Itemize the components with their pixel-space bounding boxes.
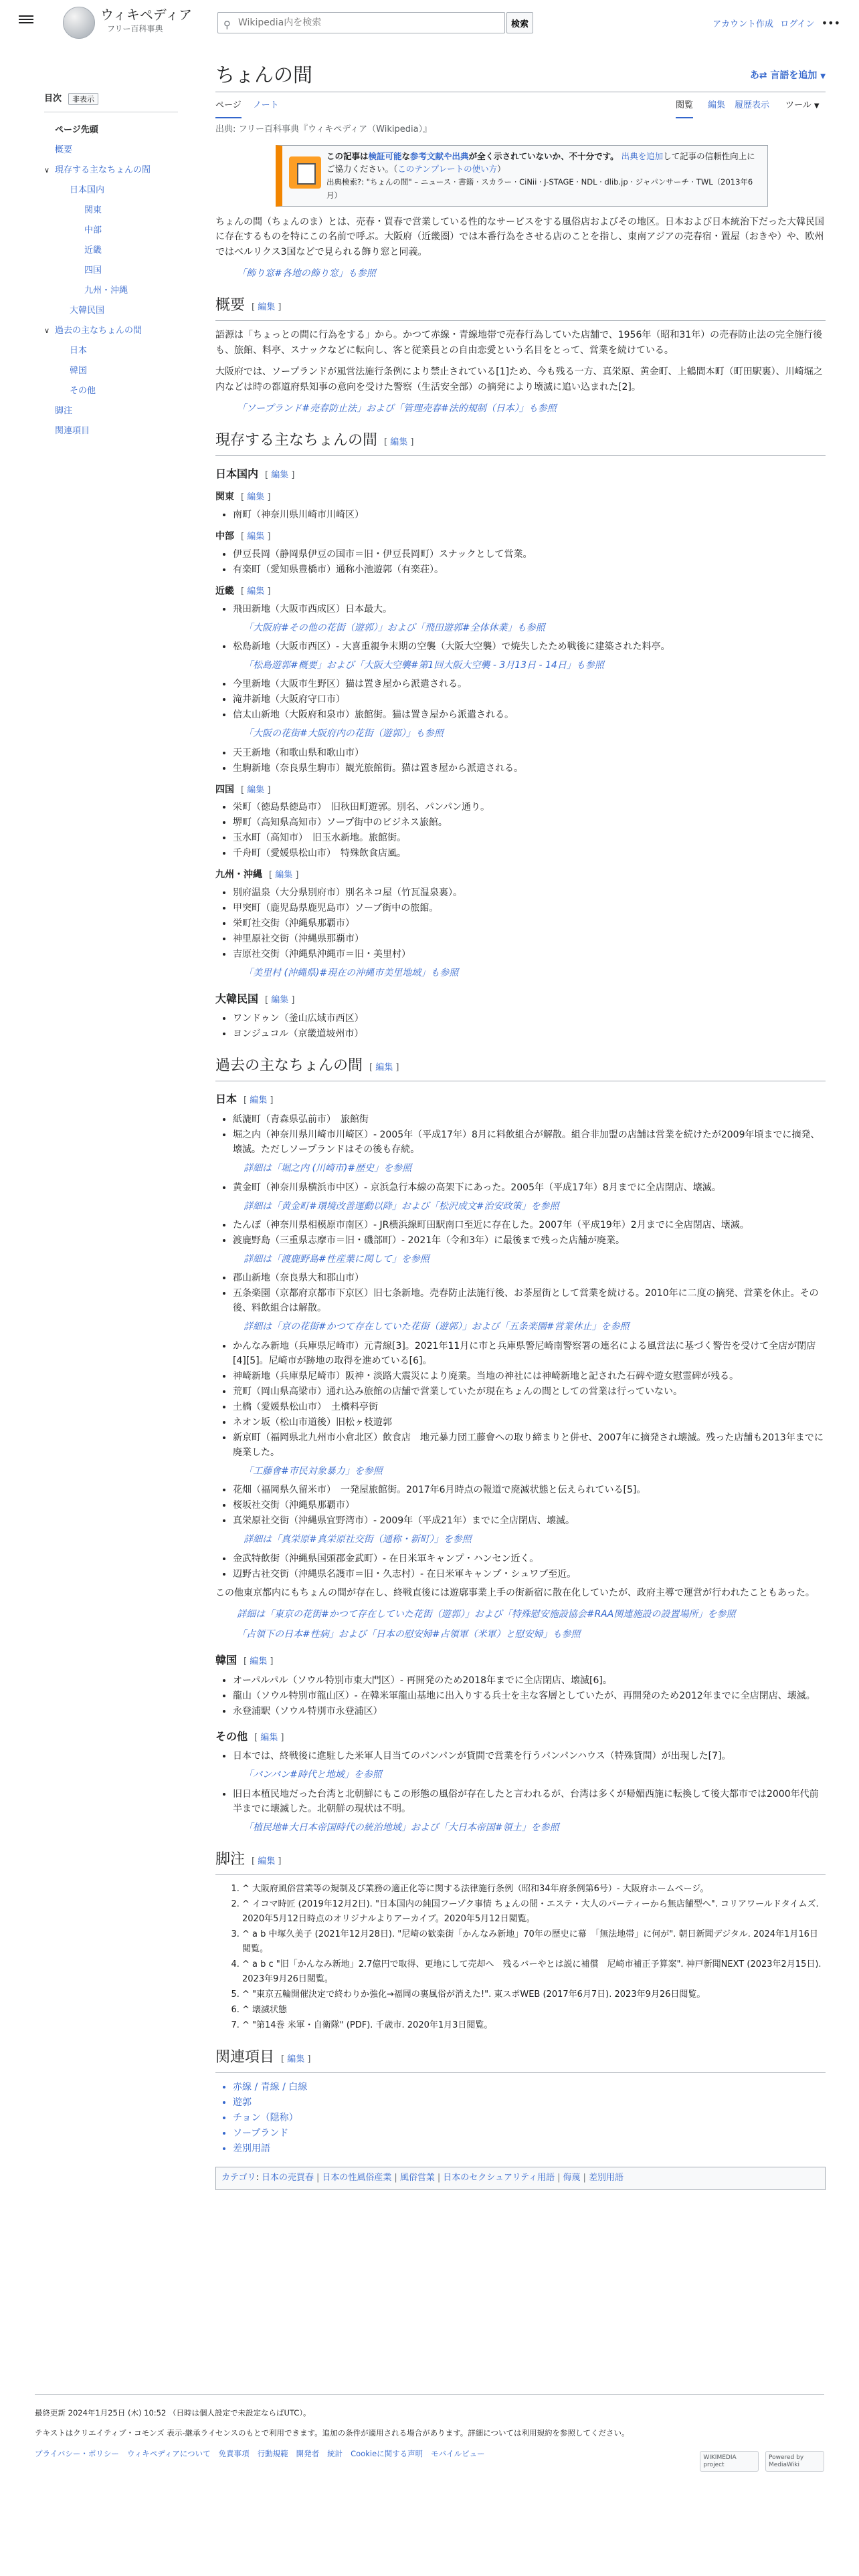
subsection-shikoku: 四国 [ 編集 ] bbox=[215, 784, 271, 795]
kanto-list bbox=[215, 508, 826, 522]
list-item: • 神崎新地（兵庫県尼崎市）阪神・淡路大震災により廃業。当地の神社には神崎新地と記された石碑や遊女慰霊碑が残る。 bbox=[233, 1369, 826, 1384]
footer-link[interactable]: ウィキペディアについて bbox=[126, 2448, 211, 2458]
list-item[interactable]: • ソープランド bbox=[233, 2126, 826, 2141]
chevron-down-icon: ▼ bbox=[820, 73, 826, 80]
intro-paragraph: ちょんの間（ちょんのま）とは、売春・買春で営業している性的なサービスをする風俗店およびその地区。日本および日本統治下だった大韓民国に存在するものを特にこの名前で呼ぶ。大阪府（近畿圏）では本番行為をさせる店のことを指し、東南アジアの売春宿・置屋（おきや）や、欧州ではベルリクス3国などで見られる飾り窓と同義。 bbox=[215, 216, 824, 257]
list-item: • ヨンジュコル（京畿道坡州市） bbox=[233, 1027, 826, 1041]
footnote-7: 7. ^ "第14巻 米軍・自衛隊" (PDF). 千歳市. 2020年1月3日閲覧。 bbox=[242, 2018, 826, 2033]
toc-item-4[interactable] bbox=[44, 201, 178, 221]
list-item: • 郡山新地（奈良県大和郡山市） bbox=[233, 1271, 826, 1285]
see-also-note[interactable]: 「大阪の花街#大阪府内の花街（遊郭）」も参照 bbox=[244, 728, 444, 740]
edit-other-link[interactable]: 編集 bbox=[260, 1732, 278, 1743]
kyushu-list bbox=[215, 885, 826, 980]
footer-link[interactable]: モバイルビュー bbox=[431, 2448, 485, 2458]
list-item: • 辺野古社交街（沖縄県名護市＝旧・久志村）- 在日米軍キャンプ・シュワブ至近。 bbox=[233, 1567, 826, 1582]
search-button[interactable]: 検索 bbox=[506, 12, 533, 33]
main-content bbox=[215, 60, 826, 2190]
toc-header bbox=[44, 92, 178, 112]
toc-item-2[interactable] bbox=[44, 160, 178, 181]
wikipedia-globe-icon[interactable] bbox=[63, 7, 95, 39]
toc-item-10[interactable] bbox=[44, 321, 178, 341]
list-item: • 滝井新地（大阪府守口市） bbox=[233, 692, 826, 707]
footer-link[interactable]: 行動規範 bbox=[257, 2448, 288, 2458]
toc-item-label: 関東 bbox=[84, 205, 102, 215]
section-overview: 概要 [ 編集 ] bbox=[215, 294, 826, 321]
list-item: • かんなみ新地（兵庫県尼崎市）元青線[3]。2021年11月に市と兵庫県警尼崎南警察署の連名による風営法に基づく警告を受けて全店が閉店[4][5]。尼崎市が跡地の取得を進めている[6]。 bbox=[233, 1339, 826, 1368]
list-item: • 桜坂社交街（沖縄県那覇市） bbox=[233, 1498, 826, 1513]
tab-page[interactable]: ページ bbox=[215, 99, 242, 118]
toc-item-15[interactable] bbox=[44, 421, 178, 441]
list-item: • たんぽ（神奈川県相模原市南区）- JR横浜線町田駅南口至近に存在した。2007年（平成19年）2月までに全店閉店、壊滅。 bbox=[233, 1218, 826, 1232]
user-links bbox=[708, 15, 840, 32]
toc-item-13[interactable] bbox=[44, 381, 178, 401]
category-link[interactable]: 差別用語 bbox=[588, 2173, 624, 2183]
toc-toggle-icon[interactable]: ∨ bbox=[44, 326, 50, 335]
subsection-japan: 日本 [ 編集 ] bbox=[215, 1093, 274, 1106]
toc-toggle-icon[interactable]: ∨ bbox=[44, 165, 50, 175]
edit-related-link[interactable]: 編集 bbox=[287, 2054, 305, 2065]
page-title: ちょんの間 bbox=[215, 64, 313, 86]
footnote-3: 3. ^ a b 中塚久美子 (2021年12月28日). "尼崎の歓楽街「かんなみ新地」70年の歴史に幕 「無法地帯」に何が". 朝日新聞デジタル. 2024年1月16日閲覧。 bbox=[242, 1927, 826, 1957]
title-row bbox=[215, 60, 826, 92]
toc-item-8[interactable] bbox=[44, 281, 178, 301]
mediawiki-badge[interactable]: Powered by MediaWiki bbox=[765, 2451, 824, 2472]
footer-badges bbox=[696, 2451, 824, 2472]
list-item: • 紙漉町（青森県弘前市） 旅館街 bbox=[233, 1112, 826, 1127]
edit-korea-current-link[interactable]: 編集 bbox=[271, 994, 289, 1005]
edit-kyushu-link[interactable]: 編集 bbox=[275, 870, 293, 881]
see-also-note[interactable]: 詳細は「真栄原#真栄原社交街（通称・新町）」を参照 bbox=[244, 1534, 472, 1545]
footnote-6: 6. ^ 壊滅状態 bbox=[242, 2003, 826, 2018]
list-item: • 日本では、終戦後に進駐した米軍人目当てのパンパンが貸間で営業を行うパンパンハウス（特殊貸間）が出現した[7]。 bbox=[233, 1749, 826, 1763]
category-items: 日本の売買春 | 日本の性風俗産業 | 風俗営業 | 日本のセクシュアリティ用語 | 侮蔑 | 差別用語 bbox=[262, 2173, 624, 2183]
toc-item-label: ページ先頭 bbox=[55, 124, 98, 135]
notice-box bbox=[276, 145, 768, 207]
toc-item-label: 過去の主なちょんの間 bbox=[55, 325, 142, 336]
category-link[interactable]: 風俗営業 bbox=[399, 2173, 435, 2183]
notes-list bbox=[242, 1882, 826, 2033]
subsection-chubu: 中部 [ 編集 ] bbox=[215, 530, 271, 542]
logo-subtitle: フリー百科事典 bbox=[107, 24, 163, 33]
chubu-list bbox=[215, 547, 826, 577]
add-languages-label: 言語を追加 bbox=[770, 70, 818, 81]
page-tabs bbox=[215, 92, 826, 119]
see-also-note[interactable]: 「松島遊郭#概要」および「大阪大空襲#第1回大阪大空襲 - 3月13日 - 14日」も参照 bbox=[244, 659, 604, 671]
korea-current-list bbox=[215, 1011, 826, 1041]
related-list bbox=[215, 2080, 826, 2156]
category-link[interactable]: 日本の売買春 bbox=[262, 2173, 314, 2183]
toc-item-label: 近畿 bbox=[84, 245, 102, 255]
subsection-korea-current: 大韓民国 [ 編集 ] bbox=[215, 992, 295, 1005]
list-item: • 土橋（愛媛県松山市） 土橋料亭街 bbox=[233, 1400, 826, 1414]
past-japan-paragraph: この他東京都内にもちょんの間が存在し、終戦直後には遊廓事業上手の街新宿に散在化していたが、政府主導で運営が行われたこともあった。 bbox=[215, 1587, 815, 1598]
edit-kinki-link[interactable]: 編集 bbox=[247, 586, 265, 597]
toc-item-label: 脚注 bbox=[55, 405, 73, 416]
list-item: • 生駒新地（奈良県生駒市）観光旅館街。猫は置き屋から派遣される。 bbox=[233, 761, 826, 776]
toc-title: 目次 bbox=[44, 94, 62, 104]
section-notes: 脚注 [ 編集 ] bbox=[215, 1848, 826, 1875]
see-also-note[interactable]: 詳細は「渡鹿野島#性産業に関して」を参照 bbox=[244, 1254, 430, 1265]
toc-item-label: 四国 bbox=[84, 265, 102, 276]
list-item: • 甲突町（鹿児島県鹿児島市）ソープ街中の旅館。 bbox=[233, 901, 826, 916]
list-item: • 堺町（高知県高知市）ソープ街中のビジネス旅館。 bbox=[233, 815, 826, 830]
tab-history[interactable]: 履歴表示 bbox=[735, 100, 770, 110]
add-languages-button[interactable] bbox=[750, 68, 826, 83]
list-item: • 今里新地（大阪市生野区）猫は置き屋から派遣される。 bbox=[233, 677, 826, 691]
list-item: • 金武特飲街（沖縄県国頭郡金武町）- 在日米軍キャンプ・ハンセン近く。 bbox=[233, 1551, 826, 1566]
toc-item-label: 日本国内 bbox=[70, 185, 105, 195]
footnote-5: 5. ^ "東京五輪開催決定で終わりか強化→福岡の裏風俗が消えた!". 東スポWEB (2017年6月7日). 2023年9月26日閲覧。 bbox=[242, 1988, 826, 2002]
footnote-2: 2. ^ イコマ時匠 (2019年12月2日). "日本国内の純国フーゾク事情 ちょんの間・エステ・大人のパーティーから無店舗型へ". コリアワールドタイムズ. 2020年5月12日時点のオリジナルよりアーカイブ。2020年5月12日閲覧。 bbox=[242, 1897, 826, 1927]
see-also-note[interactable]: 「工藤會#市民対象暴力」を参照 bbox=[244, 1465, 383, 1477]
overview-paragraph-1: 語源は「ちょっとの間に行為をする」から。かつて赤線・青線地帯で売春行為していた店舗で、1956年（昭和31年）の売春防止法の完全施行後も、旅館、料亭、スナックなどに転向し、客と従業員との自由恋愛という名目をとって、営業を続けている。 bbox=[215, 330, 823, 356]
toc-item-label: 九州・沖縄 bbox=[84, 285, 128, 296]
categories-label[interactable]: カテゴリ bbox=[221, 2173, 256, 2183]
toc-item-label: 日本 bbox=[70, 345, 88, 356]
wikimedia-badge[interactable]: WIKIMEDIA project bbox=[700, 2451, 759, 2472]
see-also-note[interactable]: 詳細は「黄金町#環境改善運動以降」および「松沢成文#治安政策」を参照 bbox=[244, 1200, 559, 1212]
create-account-link[interactable]: アカウント作成 bbox=[712, 19, 774, 29]
list-item: • 玉水町（高知市） 旧玉水新地。旅館街。 bbox=[233, 831, 826, 845]
footer-link[interactable]: プライバシー・ポリシー bbox=[35, 2448, 119, 2458]
list-item: • 黄金町（神奈川県横浜市中区）- 京浜急行本線の高架下にあった。2005年（平成17年）8月までに全店閉店、壊滅。 bbox=[233, 1180, 826, 1195]
edit-japan-domestic-link[interactable]: 編集 bbox=[271, 470, 289, 481]
site-header bbox=[0, 0, 859, 44]
toc-item-label: 韓国 bbox=[70, 365, 88, 376]
list-item: • 龍山（ソウル特別市龍山区）- 在韓米軍龍山基地に出入りする兵士を主な客層としていたが、再開発のため2012年までに全店閉店、壊滅。 bbox=[233, 1689, 826, 1703]
edit-chubu-link[interactable]: 編集 bbox=[247, 531, 265, 542]
tab-tools[interactable] bbox=[785, 99, 820, 117]
footer-link[interactable]: Cookieに関する声明 bbox=[351, 2448, 423, 2458]
table-of-contents bbox=[44, 92, 178, 441]
list-item[interactable]: • 遊郭 bbox=[233, 2095, 826, 2110]
section-past: 過去の主なちょんの間 [ 編集 ] bbox=[215, 1055, 826, 1081]
category-link[interactable]: 侮蔑 bbox=[563, 2173, 581, 2183]
toc-item-label: 現存する主なちょんの間 bbox=[55, 165, 151, 175]
tab-read[interactable]: 閲覧 bbox=[676, 99, 693, 118]
footnote-4: 4. ^ a b c "旧「かんなみ新地」2.7億円で取得、更地にして売却へ 残るバーやとは説に補償 尼崎市補正予算案". 神戸新聞NEXT (2023年2月15日). 2023年9月26日閲覧。 bbox=[242, 1957, 826, 1987]
other-list bbox=[215, 1749, 826, 1835]
subsection-korea: 韓国 [ 編集 ] bbox=[215, 1653, 274, 1667]
past-japan-see-1[interactable]: 詳細は「東京の花街#かつて存在していた花街（遊郭）」および「特殊慰安施設協会#RAA関連施設の設置場所」を参照 bbox=[237, 1608, 736, 1620]
toc-item-label: 中部 bbox=[84, 225, 102, 235]
notice-date: （2013年6月） bbox=[326, 177, 753, 200]
subsection-kyushu: 九州・沖縄 [ 編集 ] bbox=[215, 869, 299, 881]
toc-item-14[interactable] bbox=[44, 401, 178, 421]
edit-past-link[interactable]: 編集 bbox=[375, 1063, 393, 1073]
toc-item-9[interactable] bbox=[44, 301, 178, 321]
past-japan-list bbox=[215, 1112, 826, 1581]
footnote-1: 1. ^ 大阪府風俗営業等の規制及び業務の適正化等に関する法律施行条例（昭和34年府条例第6号）- 大阪府ホームページ。 bbox=[242, 1882, 826, 1897]
footer-link[interactable]: 統計 bbox=[327, 2448, 343, 2458]
footer-link[interactable]: 免責事項 bbox=[218, 2448, 250, 2458]
section-related: 関連項目 [ 編集 ] bbox=[215, 2046, 826, 2073]
more-menu-icon[interactable]: ••• bbox=[821, 17, 840, 29]
subsection-kinki: 近畿 [ 編集 ] bbox=[215, 585, 271, 597]
notice-bold: この記事は検証可能な参考文献や出典が全く示されていないか、不十分です。 bbox=[326, 150, 619, 161]
category-link[interactable]: 日本のセクシュアリティ用語 bbox=[443, 2173, 555, 2183]
shikoku-list bbox=[215, 800, 826, 861]
list-item: • 南町（神奈川県川崎市川崎区） bbox=[233, 508, 826, 522]
toc-item-3[interactable] bbox=[44, 181, 178, 201]
tools-label: ツール bbox=[785, 100, 812, 110]
list-item: • 飛田新地（大阪市西成区）日本最大。 bbox=[233, 602, 826, 617]
toc-item-1[interactable] bbox=[44, 140, 178, 160]
toc-item-label: その他 bbox=[70, 385, 96, 396]
list-item: • 栄町社交街（沖縄県那覇市） bbox=[233, 916, 826, 931]
see-also-note[interactable]: 詳細は「堀之内 (川崎市)#歴史」を参照 bbox=[244, 1163, 412, 1174]
toc-item-0[interactable] bbox=[44, 120, 178, 140]
list-item: • 永登浦駅（ソウル特別市永登浦区） bbox=[233, 1704, 826, 1719]
past-japan-see-2[interactable]: 「占領下の日本#性病」および「日本の慰安婦#占領軍（米軍）と慰安婦」も参照 bbox=[237, 1629, 581, 1640]
notice-book-icon bbox=[289, 156, 321, 189]
overview-see-also[interactable]: 「ソープランド#売春防止法」および「管理売春#法的規制（日本）」も参照 bbox=[237, 403, 557, 414]
list-item: • 堀之内（神奈川県川崎市川崎区）- 2005年（平成17年）8月に料飲組合が解散。組合非加盟の店舗は営業を続けたが2009年頃までに摘発、壊滅。ただしソープランドはその後も存続。 bbox=[233, 1128, 826, 1157]
list-item: • 旧日本植民地だった台湾と北朝鮮にもこの形態の風俗が存在したと言われるが、台湾は多くが帰媚西施に転換して後大都市では2000年代前半までに壊滅した。北朝鮮の現状は不明。 bbox=[233, 1787, 826, 1816]
section-existing: 現存する主なちょんの間 [ 編集 ] bbox=[215, 429, 826, 456]
tab-talk[interactable]: ノート bbox=[253, 100, 279, 110]
list-item: • 五条楽園（京都府京都市下京区）旧七条新地。売春防止法施行後、お茶屋街として営業を続ける。2010年に二度の摘発、営業を休止。その後、料飲組合は解散。 bbox=[233, 1286, 826, 1315]
search-box bbox=[217, 12, 505, 33]
last-edited: 最終更新 2024年1月25日 (木) 10:52 （日時は個人設定で未設定ならばUTC）。 bbox=[35, 2408, 311, 2418]
list-item: • 吉原社交街（沖縄県沖縄市＝旧・美里村） bbox=[233, 947, 826, 962]
toc-item-label: 関連項目 bbox=[55, 425, 90, 436]
see-also-note[interactable]: 「大阪府#その他の花街（遊郭）」および「飛田遊郭#全体休業」も参照 bbox=[244, 622, 545, 633]
list-item: • 栄町（徳島県徳島市） 旧秋田町遊郭。別名、パンパン通り。 bbox=[233, 800, 826, 815]
toc-item-6[interactable] bbox=[44, 241, 178, 261]
from-line: 出典: フリー百科事典『ウィキペディア（Wikipedia）』 bbox=[215, 124, 432, 134]
license-text: テキストはクリエイティブ・コモンズ 表示-継承ライセンスのもとで利用できます。追加の条件が適用される場合があります。詳細については利用規約を参照してください。 bbox=[35, 2428, 630, 2438]
list-item[interactable]: • チョン（隠称） bbox=[233, 2111, 826, 2125]
chevron-down-icon: ▼ bbox=[814, 102, 820, 110]
tab-edit[interactable]: 編集 bbox=[708, 100, 726, 110]
main-menu-button[interactable] bbox=[19, 13, 33, 25]
edit-overview-link[interactable]: 編集 bbox=[258, 302, 276, 313]
list-item: • 渡鹿野島（三重県志摩市＝旧・磯部町）- 2021年（令和3年）に最後まで残った店舗が廃業。 bbox=[233, 1233, 826, 1248]
category-link[interactable]: 日本の性風俗産業 bbox=[322, 2173, 392, 2183]
list-item: • 真栄原社交街（沖縄県宜野湾市）- 2009年（平成21年）までに全店閉店、壊滅。 bbox=[233, 1513, 826, 1528]
list-item: • ネオン坂（松山市道後）旧松ヶ枝遊郭 bbox=[233, 1415, 826, 1430]
toc-item-5[interactable] bbox=[44, 221, 178, 241]
footer-link[interactable]: 開発者 bbox=[296, 2448, 320, 2458]
list-item: • 天王新地（和歌山県和歌山市） bbox=[233, 746, 826, 760]
toc-item-12[interactable] bbox=[44, 361, 178, 381]
see-also-note[interactable]: 「美里村 (沖縄県)#現在の沖縄市美里地域」も参照 bbox=[244, 968, 459, 979]
site-footer bbox=[35, 2394, 824, 2468]
toc-item-7[interactable] bbox=[44, 261, 178, 281]
toc-hide-button[interactable]: 非表示 bbox=[68, 93, 98, 105]
intro-see-also[interactable]: 「飾り窓#各地の飾り窓」も参照 bbox=[237, 267, 376, 279]
list-item: • 信太山新地（大阪府和泉市）旅館街。猫は置き屋から派遣される。 bbox=[233, 708, 826, 722]
sources-link[interactable]: 参考文献や出典 bbox=[410, 150, 469, 161]
list-item: • 別府温泉（大分県別府市）別名ネコ屋（竹瓦温泉裏）。 bbox=[233, 885, 826, 900]
toc-item-label: 大韓民国 bbox=[70, 305, 105, 316]
past-korea-list bbox=[215, 1673, 826, 1719]
see-also-note[interactable]: 詳細は「京の花街#かつて存在していた花街（遊郭）」および「五条楽園#営業休止」を参照 bbox=[244, 1321, 630, 1333]
notice-text: この記事は検証可能な参考文献や出典が全く示されていないか、不十分です。 出典を追加して記事の信頼性向上にご協力ください。（このテンプレートの使い方） 出典検索?: "ちょんの間" – ニュース · 書籍 · スカラー · CiNii · J-STAGE · NDL · dlib.jp · ジャパンサーチ · TWL（2013年6月） bbox=[326, 150, 755, 200]
list-item[interactable]: • 赤線 / 青線 / 白線 bbox=[233, 2080, 826, 2095]
toc-list bbox=[44, 120, 178, 441]
edit-notes-link[interactable]: 編集 bbox=[258, 1856, 276, 1867]
search-input[interactable] bbox=[238, 15, 499, 30]
list-item: • ワンドゥン（釜山広域市西区） bbox=[233, 1011, 826, 1026]
logo-title[interactable]: ウィキペディア bbox=[100, 7, 193, 23]
edit-existing-link[interactable]: 編集 bbox=[390, 437, 408, 448]
list-item: • 有楽町（愛知県豊橋市）通称小池遊郭（有楽荘）。 bbox=[233, 562, 826, 577]
list-item: • 荒町（岡山県高梁市）通れ込み旅館の店舗で営業していたが現在ちょんの間としての営業は行っていない。 bbox=[233, 1384, 826, 1399]
source-search-links[interactable]: 出典検索?: "ちょんの間" – ニュース · 書籍 · スカラー · CiNii · J-STAGE · NDL · dlib.jp · ジャパンサーチ · TWL bbox=[326, 177, 713, 187]
edit-japan-link[interactable]: 編集 bbox=[250, 1095, 268, 1106]
subsection-kanto: 関東 [ 編集 ] bbox=[215, 492, 271, 503]
see-also-note[interactable]: 「パンパン#時代と地域」を参照 bbox=[244, 1769, 382, 1781]
add-source-link[interactable]: 出典を追加 bbox=[621, 150, 664, 161]
list-item[interactable]: • 差別用語 bbox=[233, 2141, 826, 2156]
toc-item-label: 概要 bbox=[55, 144, 73, 155]
login-link[interactable]: ログイン bbox=[780, 19, 815, 29]
verifiable-link[interactable]: 検証可能 bbox=[368, 150, 402, 161]
list-item: • オーパルパル（ソウル特別市東大門区）- 再開発のため2018年までに全店閉店、壊滅[6]。 bbox=[233, 1673, 826, 1688]
list-item: • 伊豆長岡（静岡県伊豆の国市＝旧・伊豆長岡町）スナックとして営業。 bbox=[233, 547, 826, 562]
list-item: • 花畑（福岡県久留米市） 一発屋旅館街。2017年6月時点の報道で廃滅状態と伝えられている[5]。 bbox=[233, 1483, 826, 1497]
edit-shikoku-link[interactable]: 編集 bbox=[247, 784, 265, 795]
category-links: カテゴリ: 日本の売買春 | 日本の性風俗産業 | 風俗営業 | 日本のセクシュアリティ用語 | 侮蔑 | 差別用語 bbox=[215, 2167, 826, 2190]
edit-kanto-link[interactable]: 編集 bbox=[247, 492, 265, 503]
list-item: • 新京町（福岡県北九州市小倉北区）飲食店 地元暴力団工藤會への取り締まりと併せ、2007年に摘発され壊滅。残った店舗も2013年までに廃業した。 bbox=[233, 1430, 826, 1460]
search-icon: ⚲ bbox=[223, 19, 231, 31]
edit-korea-link[interactable]: 編集 bbox=[250, 1656, 268, 1667]
kinki-list bbox=[215, 602, 826, 776]
list-item: • 千舟町（愛媛県松山市） 特殊飲食店風。 bbox=[233, 846, 826, 861]
template-usage-link[interactable]: このテンプレートの使い方 bbox=[397, 163, 498, 174]
overview-paragraph-2: 大阪府では、ソープランドが風営法施行条例により禁止されている[1]ため、今も残る一方、真栄原、黄金町、上鶴間本町（町田駅裏）、川崎堀之内などは時の都道府県知事の意向を受けた警察（生活安全部）の摘発により壊滅に追い込まれた[2]。 bbox=[215, 366, 823, 393]
translate-icon: あ⇄ bbox=[749, 70, 771, 81]
list-item: • 松島新地（大阪市西区）- 大喜重親争末期の空襲（大阪大空襲）で焼失したため戦後に建築された料亭。 bbox=[233, 639, 826, 654]
subsection-other: その他 [ 編集 ] bbox=[215, 1729, 284, 1743]
see-also-note[interactable]: 「植民地#大日本帝国時代の統治地域」および「大日本帝国#領土」を参照 bbox=[244, 1822, 559, 1833]
list-item: • 神里原社交街（沖縄県那覇市） bbox=[233, 932, 826, 946]
toc-item-11[interactable] bbox=[44, 341, 178, 361]
subsection-japan-domestic: 日本国内 [ 編集 ] bbox=[215, 467, 295, 481]
